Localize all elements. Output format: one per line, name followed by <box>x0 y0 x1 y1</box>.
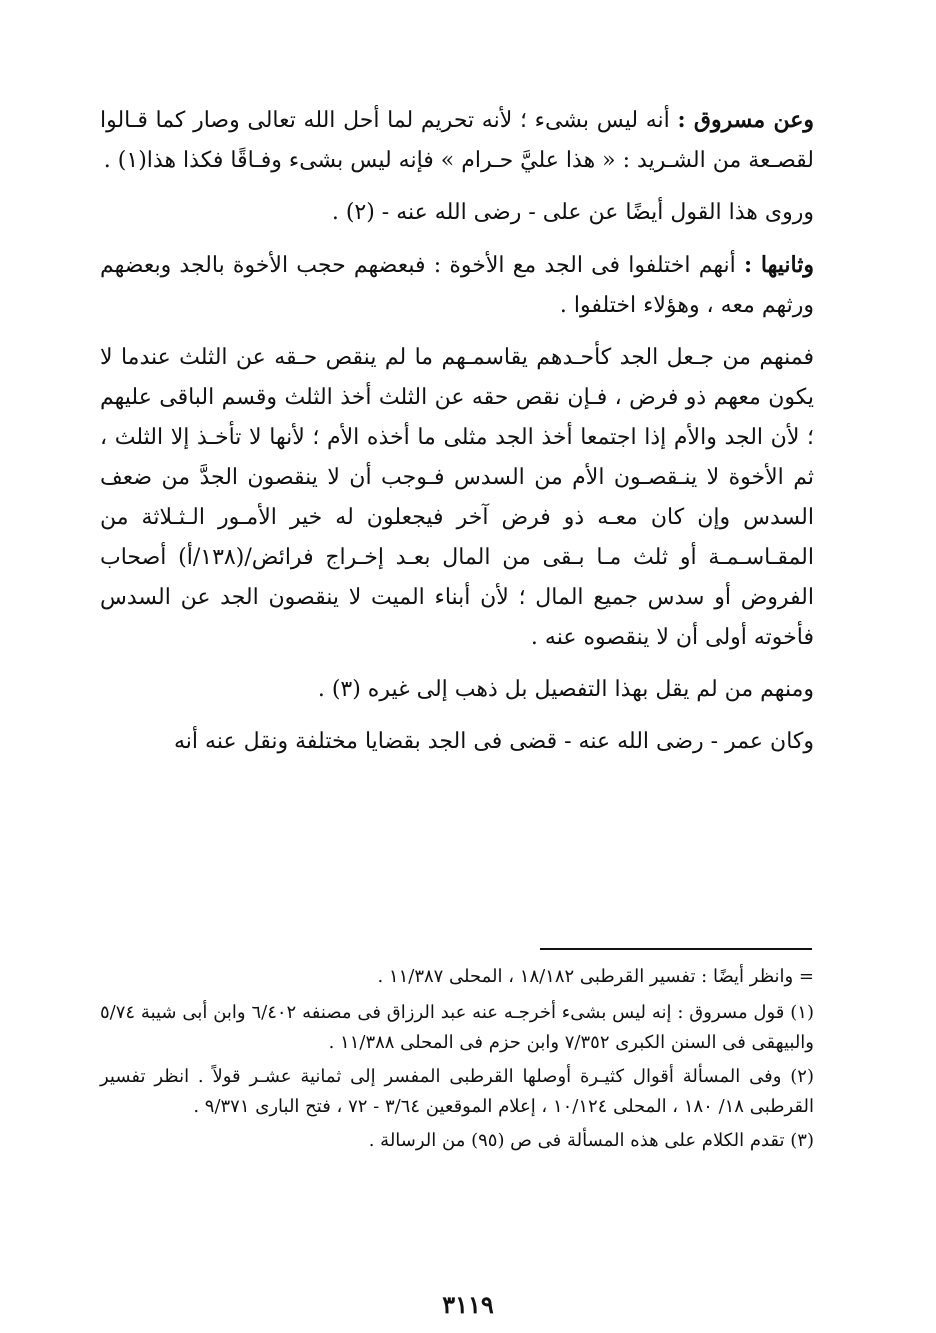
main-text-body <box>100 100 814 768</box>
footnote-2: (٢) وفى المسألة أقوال كثيـرة أوصلها القرطبى المفسر إلى ثمانية عشـر قولاً . انظر تفسير القرطبى ١٨/ ١٨٠ ، المحلى ١٠/١٢٤ ، إعلام الموقعين ٣/٦٤ - ٧٢ ، فتح البارى ٩/٣٧١ . <box>100 1066 814 1117</box>
footnote-continuation: = وانظر أيضًا : تفسير القرطبى ١٨/١٨٢ ، المحلى ١١/٣٨٧ . <box>377 966 814 987</box>
paragraph-other-opinion: ومنهم من لم يقل بهذا التفصيل بل ذهب إلى غيره (٣) . <box>317 677 814 702</box>
paragraph-second-point <box>100 245 814 326</box>
footnote-1: (١) قول مسروق : إنه ليس بشىء أخرجـه عنه عبد الرزاق فى مصنفه ٦/٤٠٢ وابن أبى شيبة ٥/٧٤ والبيهقى فى السنن الكبرى ٧/٣٥٢ وابن حزم فى المحلى ١١/٣٨٨ . <box>100 1002 814 1053</box>
paragraph-masruq <box>100 100 814 181</box>
footnotes-section <box>100 962 814 1160</box>
footnote-3: (٣) تقدم الكلام على هذه المسألة فى ص (٩٥) من الرسالة . <box>368 1130 814 1151</box>
page-number: ٣١١٩ <box>442 1290 494 1319</box>
paragraph-text: أنهم اختلفوا فى الجد مع الأخوة : فبعضهم حجب الأخوة بالجد وبعضهم ورثهم معه ، وهؤلاء اختلفوا . <box>100 253 814 318</box>
paragraph-lead: وعن مسروق : <box>677 107 814 133</box>
paragraph-grandfather-share: فمنهم من جـعل الجد كأحـدهم يقاسمـهم ما لم ينقص حـقه عن الثلث عندما لا يكون معهم ذو فرض ، فـإن نقص حقه عن الثلث أخذ الثلث وقسم الباقى عليهم ؛ لأن الجد والأم إذا اجتمعا أخذ الجد مثلى ما أخذه الأم ؛ لأنها لا تأخـذ إلا الثلث ، ثم الأخوة لا ينـقصـون الأم من السدس فـوجب أن لا ينقصون الجدَّ من ضعف السدس وإن كان معـه ذو فرض آخر فيجعلون له خير الأمـور الـثـلاثة من المقـاسـمـة أو ثلث مـا بـقى من المال بعـد إخـراج فرائض/(١٣٨/أ) أصحاب الفروض أو سدس جميع المال ؛ لأن أبناء الميت لا ينقصون الجد عن السدس فأخوته أولى أن لا ينقصوه عنه . <box>100 345 815 650</box>
paragraph-lead: وثانيها : <box>743 252 814 278</box>
paragraph-text: أنه ليس بشىء ؛ لأنه تحريم لما أحل الله تعالى وصار كما قـالوا لقصـعة من الشـريد : « هذا عليَّ حـرام » فإنه ليس بشىء وفـاقًا فكذا هذا(١) . <box>100 108 814 173</box>
paragraph-umar: وكان عمر - رضى الله عنه - قضى فى الجد بقضايا مختلفة ونقل عنه أنه <box>174 729 814 754</box>
paragraph-ali-narration: وروى هذا القول أيضًا عن على - رضى الله عنه - (٢) . <box>331 200 814 225</box>
footnote-separator <box>540 948 812 950</box>
